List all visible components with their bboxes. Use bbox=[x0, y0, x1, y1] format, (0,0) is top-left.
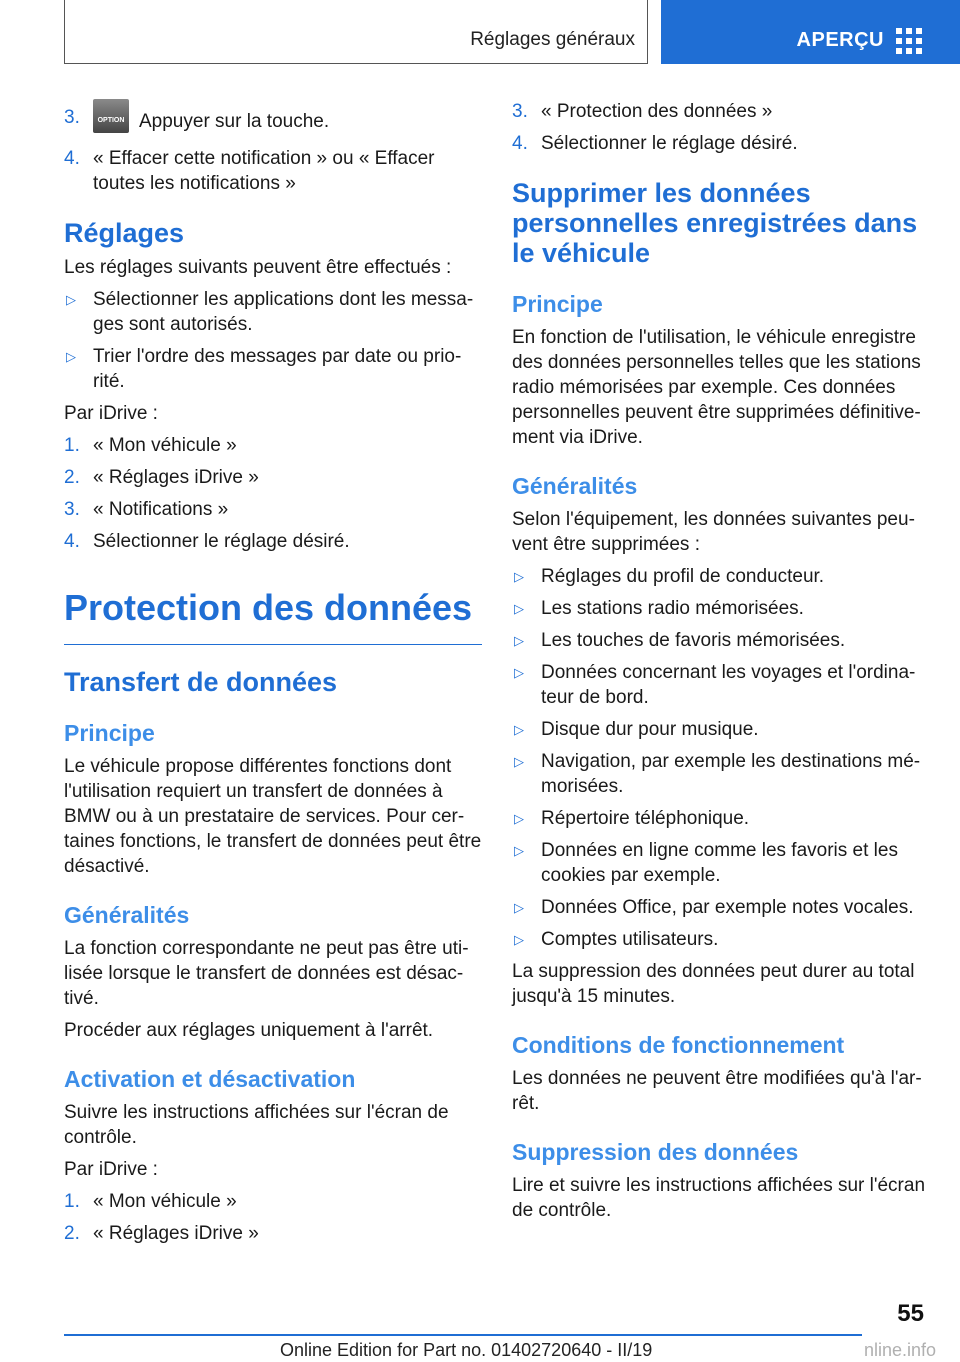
step-number: 2. bbox=[64, 467, 80, 488]
subsection-title-generalites: Généralités bbox=[512, 473, 638, 499]
bullet-item: ▷ Disque dur pour musique. bbox=[514, 719, 759, 740]
step-number: 3. bbox=[64, 499, 80, 520]
subsection-title-principe: Principe bbox=[512, 291, 603, 317]
step-text: « Effacer cette notification » ou « Effacer toutes les notifications » bbox=[93, 148, 435, 194]
bullet-item: ▷ Navigation, par exemple les destinations mé‐morisées. bbox=[514, 751, 921, 797]
step-item bbox=[64, 529, 482, 554]
step-number: 4. bbox=[64, 531, 80, 552]
bullet-item: ▷ Données en ligne comme les favoris et les cookies par exemple. bbox=[514, 840, 898, 886]
bullet-item: ▷ Sélectionner les applications dont les messa‐ges sont autorisés. bbox=[66, 289, 474, 335]
paragraph: Les réglages suivants peuvent être effectués : bbox=[64, 257, 452, 278]
paragraph: Le véhicule propose différentes fonctions dont l'utilisation requiert un transfert de données à BMW ou à un prestataire de services. Pour cer‐taines fonctions, le transfert de données peut être désactivé. bbox=[64, 756, 482, 877]
triangle-bullet-icon: ▷ bbox=[514, 843, 524, 858]
paragraph: Suivre les instructions affichées sur l'écran de contrôle. bbox=[64, 1102, 449, 1148]
bullet-item: ▷ Répertoire téléphonique. bbox=[514, 808, 750, 829]
step-item bbox=[64, 146, 482, 196]
step-text: « Protection des données » bbox=[541, 101, 773, 122]
step-text: « Réglages iDrive » bbox=[93, 1223, 259, 1244]
step-number: 2. bbox=[64, 1223, 80, 1244]
step-text: Appuyer sur la touche. bbox=[139, 111, 330, 133]
step-item bbox=[512, 99, 930, 124]
step-item bbox=[64, 1221, 482, 1246]
step-number: 3. bbox=[512, 101, 528, 122]
bullet-item: ▷ Les touches de favoris mémorisées. bbox=[514, 630, 846, 651]
paragraph: En fonction de l'utilisation, le véhicule enregistre des données personnelles telles que les stations radio mémorisées par exemple. Ces données personnelles peuvent être supprimées définitive‐ment via iDrive. bbox=[512, 327, 921, 448]
bullet-item: ▷ Données concernant les voyages et l'ordina‐teur de bord. bbox=[514, 662, 916, 708]
step-text: « Réglages iDrive » bbox=[93, 467, 259, 488]
paragraph: Les données ne peuvent être modifiées qu'à l'ar‐rêt. bbox=[512, 1068, 922, 1114]
triangle-bullet-icon: ▷ bbox=[514, 569, 524, 584]
step-number: 4. bbox=[64, 148, 80, 169]
subsection-title-conditions: Conditions de fonctionnement bbox=[512, 1032, 845, 1058]
triangle-bullet-icon: ▷ bbox=[514, 722, 524, 737]
bullet-item: ▷ Réglages du profil de conducteur. bbox=[514, 566, 825, 587]
footer-edition: Online Edition for Part no. 01402720640 - II/19 bbox=[280, 1340, 653, 1360]
section-title-reglages: Réglages bbox=[64, 218, 185, 248]
step-item bbox=[64, 1189, 482, 1214]
triangle-bullet-icon: ▷ bbox=[514, 601, 524, 616]
triangle-bullet-icon: ▷ bbox=[514, 633, 524, 648]
step-text: « Mon véhicule » bbox=[93, 435, 237, 456]
paragraph: Lire et suivre les instructions affichées sur l'écran de contrôle. bbox=[512, 1175, 926, 1221]
left-column bbox=[64, 98, 482, 1253]
triangle-bullet-icon: ▷ bbox=[66, 292, 76, 307]
step-number: 3. bbox=[64, 107, 80, 128]
triangle-bullet-icon: ▷ bbox=[514, 932, 524, 947]
triangle-bullet-icon: ▷ bbox=[66, 349, 76, 364]
header-section-tab[interactable] bbox=[64, 0, 648, 64]
footer-divider bbox=[64, 1334, 862, 1336]
overview-nav-button[interactable] bbox=[661, 0, 960, 64]
step-text: « Mon véhicule » bbox=[93, 1191, 237, 1212]
option-button-icon: OPTION bbox=[93, 99, 129, 133]
header-section-title: Réglages généraux bbox=[470, 29, 635, 50]
step-text: Sélectionner le réglage désiré. bbox=[93, 531, 350, 552]
paragraph: Par iDrive : bbox=[64, 403, 158, 424]
step-text: « Notifications » bbox=[93, 499, 229, 520]
paragraph: La suppression des données peut durer au total jusqu'à 15 minutes. bbox=[512, 961, 915, 1007]
bullet-item: ▷ Trier l'ordre des messages par date ou prio‐rité. bbox=[66, 346, 462, 392]
bullet-item: ▷ Comptes utilisateurs. bbox=[514, 929, 719, 950]
right-column bbox=[512, 92, 930, 1230]
subsection-title-activation: Activation et désactivation bbox=[64, 1066, 356, 1092]
step-item bbox=[64, 465, 482, 490]
grid-icon bbox=[896, 28, 922, 54]
paragraph: La fonction correspondante ne peut pas être uti‐lisée lorsque le transfert de données est désac‐tivé. bbox=[64, 938, 469, 1009]
section-title-transfert: Transfert de données bbox=[64, 667, 338, 697]
step-item bbox=[64, 105, 482, 139]
paragraph: Par iDrive : bbox=[64, 1159, 158, 1180]
step-item bbox=[64, 433, 482, 458]
paragraph: Selon l'équipement, les données suivantes peu‐vent être supprimées : bbox=[512, 509, 915, 555]
overview-nav-label: APERÇU bbox=[796, 29, 884, 51]
page-number: 55 bbox=[897, 1300, 924, 1327]
triangle-bullet-icon: ▷ bbox=[514, 811, 524, 826]
triangle-bullet-icon: ▷ bbox=[514, 754, 524, 769]
chapter-title: Protection des données bbox=[64, 587, 473, 628]
bullet-item: ▷ Données Office, par exemple notes vocales. bbox=[514, 897, 914, 918]
subsection-title-generalites: Généralités bbox=[64, 902, 190, 928]
subsection-title-suppression: Suppression des données bbox=[512, 1139, 799, 1165]
subsection-title-principe: Principe bbox=[64, 720, 155, 746]
step-item bbox=[64, 497, 482, 522]
triangle-bullet-icon: ▷ bbox=[514, 900, 524, 915]
paragraph: Procéder aux réglages uniquement à l'arrêt. bbox=[64, 1020, 434, 1041]
step-number: 4. bbox=[512, 133, 528, 154]
step-text: Sélectionner le réglage désiré. bbox=[541, 133, 798, 154]
step-number: 1. bbox=[64, 435, 80, 456]
chapter-heading bbox=[64, 588, 482, 645]
step-item bbox=[512, 131, 930, 156]
triangle-bullet-icon: ▷ bbox=[514, 665, 524, 680]
step-number: 1. bbox=[64, 1191, 80, 1212]
section-title-supprimer: Supprimer les données personnelles enregistrées dans le véhicule bbox=[512, 178, 918, 268]
watermark: nline.info bbox=[863, 1340, 936, 1360]
bullet-item: ▷ Les stations radio mémorisées. bbox=[514, 598, 804, 619]
